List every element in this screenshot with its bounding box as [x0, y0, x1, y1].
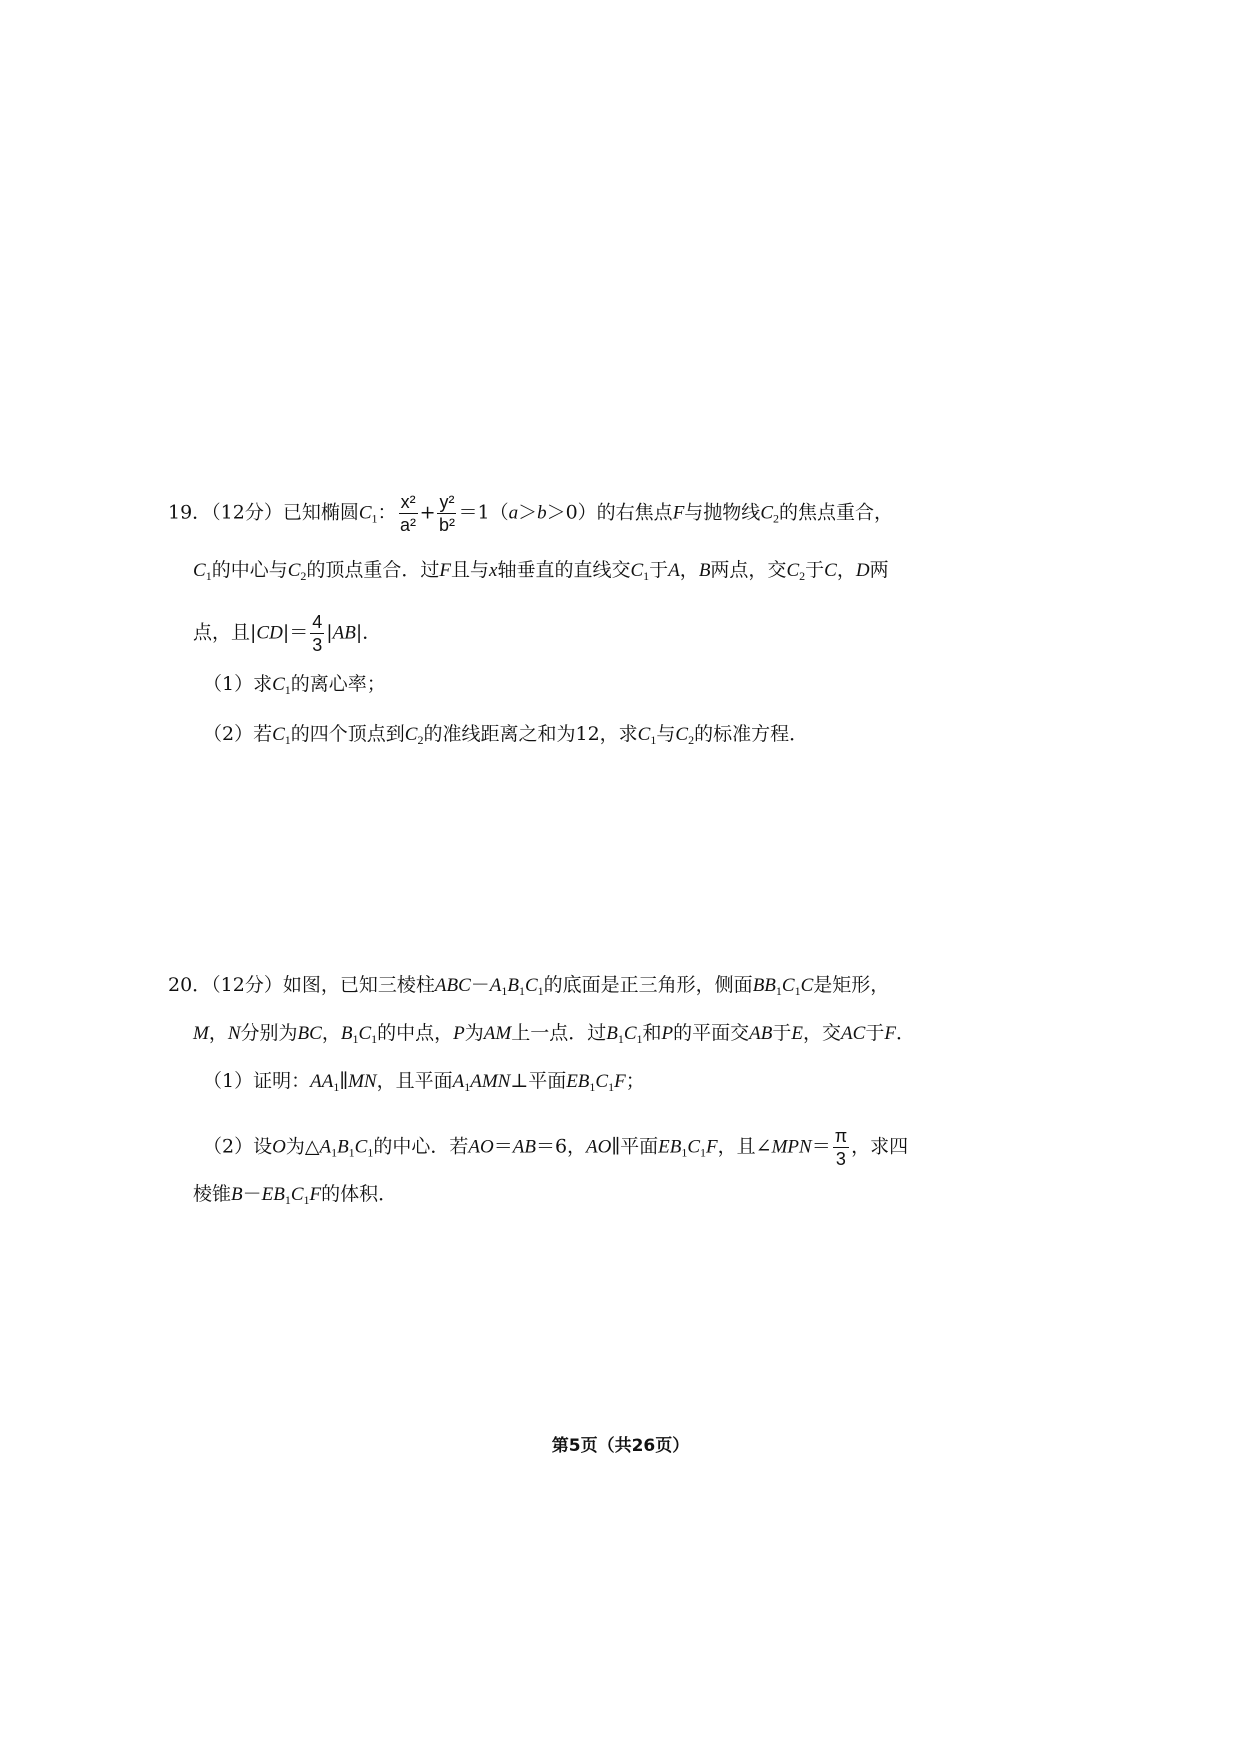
text-run: 的体积．	[321, 1183, 398, 1205]
text-run: 的顶点重合．过	[306, 559, 440, 581]
text-run: ＝	[493, 1135, 513, 1158]
text-run: +	[419, 501, 436, 524]
text-run: ，交	[803, 1022, 842, 1044]
fraction-denominator: 3	[835, 1149, 846, 1169]
subscript: 2	[688, 733, 695, 747]
text-run: ，	[208, 1022, 228, 1044]
math-variable: C	[287, 560, 301, 581]
math-variable: C	[786, 560, 800, 581]
subscript: 1	[331, 1145, 338, 1160]
math-variable: AO	[468, 1136, 494, 1158]
text-run: ，	[679, 559, 699, 581]
math-variable: EB	[658, 1136, 682, 1158]
text-run: 的焦点重合，	[779, 501, 894, 524]
math-variable: AMN	[470, 1071, 511, 1092]
math-variable: C	[272, 724, 285, 745]
text-run: 的准线距离之和为12，求	[423, 723, 638, 745]
text-run: 于	[805, 559, 825, 581]
text-run: ，求四	[851, 1135, 909, 1158]
text-run: ，	[321, 1022, 341, 1044]
math-variable: BB	[752, 975, 776, 996]
math-variable: M	[193, 1023, 209, 1044]
math-variable: F	[439, 560, 452, 581]
subscript: 2	[417, 733, 424, 747]
math-variable: C	[193, 560, 206, 581]
math-variable: C	[404, 724, 418, 745]
math-variable: B	[340, 1023, 353, 1044]
text-run: 的平面交	[673, 1022, 750, 1044]
subscript: 2	[799, 569, 806, 583]
text-run: 的四个顶点到	[290, 723, 405, 745]
math-variable: C	[687, 1136, 701, 1158]
fraction-numerator: x²	[400, 492, 416, 512]
subscript: 1	[700, 1145, 707, 1160]
subscript: 1	[643, 569, 650, 583]
q20-line-5	[193, 1182, 397, 1212]
text-run: 于	[772, 1022, 792, 1044]
subscript: 1	[617, 1032, 624, 1046]
text-run: 的离心率；	[290, 673, 386, 695]
math-variable: B	[507, 975, 519, 996]
fraction-numerator: 4	[312, 612, 323, 632]
subscript: 1	[352, 1032, 359, 1046]
text-run: 的中心与	[211, 559, 288, 581]
math-variable: AB	[512, 1136, 536, 1158]
text-run: ＞0）的右焦点	[546, 501, 673, 524]
subscript: 1	[636, 1032, 643, 1046]
math-variable: A	[668, 560, 680, 581]
text-run: 两点，交	[710, 559, 787, 581]
subscript: 1	[464, 1080, 471, 1094]
text-run: ，且∠	[717, 1135, 772, 1158]
q19-line-2	[193, 558, 889, 588]
math-variable: AB	[332, 622, 356, 644]
text-run: （2）若	[203, 723, 273, 745]
q20-line-1	[168, 973, 889, 1003]
text-run: ＞	[518, 501, 538, 524]
math-variable: O	[272, 1136, 286, 1158]
subscript: 1	[205, 569, 212, 583]
text-run: 的标准方程．	[694, 723, 809, 745]
subscript: 1	[608, 1080, 615, 1094]
text-run: 的中心．若	[373, 1135, 469, 1158]
subscript: 1	[371, 1032, 378, 1046]
q20-line-2	[193, 1021, 915, 1051]
q19-line-3	[193, 611, 381, 656]
math-variable: F	[309, 1184, 322, 1205]
text-run: ：	[377, 501, 397, 524]
math-variable: F	[706, 1136, 718, 1158]
subscript: 1	[333, 1080, 340, 1094]
math-variable: C	[675, 724, 689, 745]
fraction	[437, 491, 456, 536]
text-run: ＝6，	[535, 1135, 587, 1158]
subscript: 1	[501, 984, 508, 998]
math-variable: A	[319, 1136, 332, 1158]
math-variable: MPN	[771, 1136, 812, 1158]
text-run: 19．（12分）已知椭圆	[168, 501, 359, 524]
text-run: 于	[865, 1022, 885, 1044]
fraction-denominator: a²	[400, 515, 417, 535]
math-variable: AC	[841, 1023, 866, 1044]
text-run: 与抛物线	[684, 501, 761, 524]
fraction-numerator: π	[834, 1126, 848, 1146]
text-run: （1）求	[203, 673, 273, 695]
text-run: 20．（12分）如图，已知三棱柱	[168, 974, 435, 996]
fraction-numerator: y²	[439, 492, 455, 512]
subscript: 1	[537, 984, 544, 998]
text-run: 两	[869, 559, 889, 581]
math-variable: AM	[483, 1023, 512, 1044]
math-variable: AB	[749, 1023, 773, 1044]
text-run: 分别为	[240, 1022, 298, 1044]
math-variable: P	[453, 1023, 465, 1044]
text-run: （2）设	[203, 1135, 273, 1158]
q20-part-1	[203, 1069, 645, 1099]
subscript: 1	[284, 733, 291, 747]
math-variable: B	[337, 1136, 349, 1158]
math-variable: C	[290, 1184, 304, 1205]
math-variable: C	[781, 975, 795, 996]
text-run: 为	[464, 1022, 484, 1044]
subscript: 1	[367, 1145, 374, 1160]
subscript: 1	[284, 1193, 291, 1207]
q19-part-2	[203, 722, 808, 752]
math-variable: C	[358, 1023, 372, 1044]
math-variable: C	[595, 1071, 609, 1092]
text-run: 的底面是正三角形，侧面	[543, 974, 753, 996]
subscript: 1	[518, 984, 525, 998]
text-run: |＝	[282, 621, 309, 644]
text-run: 是矩形，	[813, 974, 890, 996]
subscript: 2	[300, 569, 307, 583]
subscript: 1	[589, 1080, 596, 1094]
math-variable: C	[630, 560, 644, 581]
math-variable: C	[524, 975, 538, 996]
math-variable: C	[800, 975, 814, 996]
math-variable: A	[452, 1071, 465, 1092]
subscript: 1	[371, 511, 378, 526]
math-variable: C	[358, 502, 372, 524]
fraction	[833, 1125, 849, 1170]
text-run: ⊥平面	[510, 1070, 567, 1092]
fraction	[310, 611, 324, 656]
math-variable: AA	[310, 1071, 334, 1092]
math-variable: P	[661, 1023, 674, 1044]
text-run: ，且平面	[376, 1070, 453, 1092]
math-variable: F	[672, 502, 685, 524]
text-run: －	[242, 1183, 262, 1205]
text-run: ＝	[811, 1135, 831, 1158]
text-run: ．	[895, 1022, 915, 1044]
math-variable: C	[760, 502, 773, 524]
text-run: 点，且|	[193, 621, 257, 644]
subscript: 1	[348, 1145, 355, 1160]
text-run: ∥平面	[611, 1135, 659, 1158]
math-variable: D	[855, 560, 870, 581]
text-run: ＝1（	[458, 501, 509, 524]
subscript: 1	[303, 1193, 310, 1207]
page-number-footer: 第5页（共26页）	[551, 1436, 690, 1456]
math-variable: C	[354, 1136, 368, 1158]
text-run: （1）证明：	[203, 1070, 311, 1092]
math-variable: AO	[586, 1136, 612, 1158]
q19-line-1	[168, 491, 893, 536]
math-variable: CD	[256, 622, 283, 644]
fraction	[399, 491, 418, 536]
subscript: 1	[775, 984, 782, 998]
text-run: ∥	[339, 1070, 349, 1092]
text-run: －	[470, 974, 490, 996]
math-variable: B	[698, 560, 711, 581]
math-variable: N	[227, 1023, 241, 1044]
text-run: ，	[836, 559, 856, 581]
subscript: 1	[650, 733, 657, 747]
text-run: |．	[355, 621, 382, 644]
q20-part-2	[203, 1125, 908, 1170]
subscript: 1	[681, 1145, 688, 1160]
math-variable: E	[791, 1023, 804, 1044]
fraction-denominator: b²	[438, 515, 455, 535]
math-variable: C	[637, 724, 651, 745]
math-variable: MN	[348, 1071, 377, 1092]
text-run: 与	[656, 723, 676, 745]
math-variable: B	[231, 1184, 243, 1205]
text-run: 和	[642, 1022, 662, 1044]
math-variable: ABC	[434, 975, 471, 996]
math-variable: BC	[297, 1023, 322, 1044]
math-variable: B	[606, 1023, 618, 1044]
text-run: 于	[649, 559, 669, 581]
math-variable: C	[824, 560, 837, 581]
fraction-denominator: 3	[312, 635, 323, 655]
text-run: 为△	[285, 1135, 320, 1158]
math-variable: x	[489, 560, 498, 581]
text-run: 的中点，	[377, 1022, 454, 1044]
math-variable: F	[614, 1071, 626, 1092]
text-run: 棱锥	[193, 1183, 232, 1205]
math-variable: F	[884, 1023, 896, 1044]
text-run: |	[326, 621, 333, 644]
math-variable: A	[489, 975, 502, 996]
subscript: 1	[794, 984, 801, 998]
math-variable: C	[623, 1023, 637, 1044]
subscript: 1	[284, 683, 291, 697]
subscript: 2	[773, 511, 779, 526]
math-variable: b	[537, 502, 547, 524]
q19-part-1	[203, 672, 386, 702]
math-variable: EB	[261, 1184, 285, 1205]
text-run: 轴垂直的直线交	[497, 559, 631, 581]
math-variable: C	[272, 674, 285, 695]
math-variable: a	[508, 502, 519, 524]
text-run: ；	[625, 1070, 645, 1092]
text-run: 上一点．过	[511, 1022, 607, 1044]
math-variable: EB	[566, 1071, 590, 1092]
text-run: 且与	[451, 559, 490, 581]
